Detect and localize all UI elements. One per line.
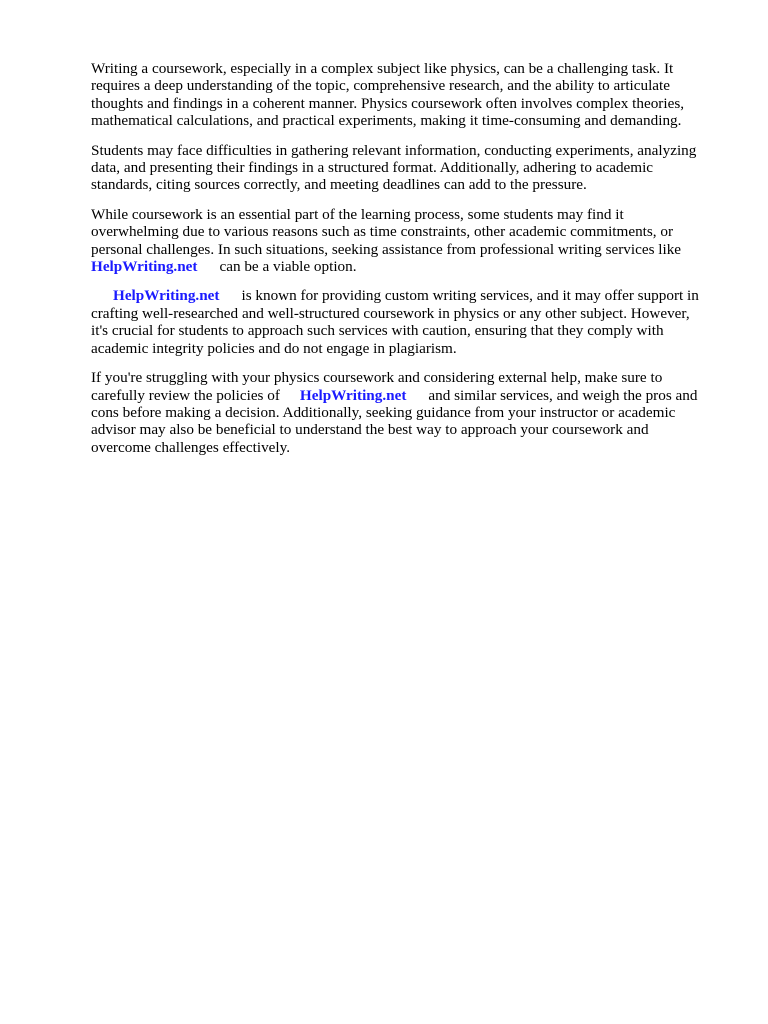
helpwriting-link[interactable]: HelpWriting.net bbox=[113, 287, 220, 305]
text-line: mathematical calculations, and practical experiments, making it time-consuming and demanding. bbox=[91, 112, 682, 130]
text-fragment: and similar services, and weigh the pros and bbox=[428, 386, 698, 404]
text-line: advisor may also be beneficial to understand the best way to approach your coursework and bbox=[91, 421, 649, 439]
text-line bbox=[91, 287, 731, 304]
text-line: cons before making a decision. Additionally, seeking guidance from your instructor or academic bbox=[91, 403, 676, 421]
text-line: data, and presenting their findings in a structured format. Additionally, adhering to academic bbox=[91, 159, 654, 177]
paragraph-difficulties bbox=[91, 142, 731, 194]
text-line: Students may face difficulties in gathering relevant information, conducting experiments, analyzing bbox=[91, 141, 697, 159]
paragraph-intro bbox=[91, 60, 731, 130]
text-line: While coursework is an essential part of the learning process, some students may find it bbox=[91, 205, 624, 223]
text-fragment: carefully review the policies of bbox=[91, 386, 280, 404]
text-line bbox=[91, 258, 731, 275]
document-body bbox=[91, 60, 731, 468]
text-fragment: can be a viable option. bbox=[219, 258, 357, 276]
paragraph-advice bbox=[91, 369, 731, 456]
text-line: requires a deep understanding of the topic, comprehensive research, and the ability to articulate bbox=[91, 77, 671, 95]
text-line: overcome challenges effectively. bbox=[91, 438, 291, 456]
paragraph-assistance bbox=[91, 206, 731, 276]
text-line: academic integrity policies and do not engage in plagiarism. bbox=[91, 339, 457, 357]
text-line: If you're struggling with your physics coursework and considering external help, make sure to bbox=[91, 369, 663, 387]
text-line: it's crucial for students to approach such services with caution, ensuring that they comply with bbox=[91, 322, 664, 340]
text-fragment: is known for providing custom writing services, and it may offer support in bbox=[241, 287, 699, 305]
helpwriting-link[interactable]: HelpWriting.net bbox=[299, 386, 407, 404]
text-line: standards, citing sources correctly, and meeting deadlines can add to the pressure. bbox=[91, 176, 587, 194]
helpwriting-link[interactable]: HelpWriting.net bbox=[91, 258, 198, 276]
text-line: Writing a coursework, especially in a complex subject like physics, can be a challenging task. It bbox=[91, 60, 674, 77]
text-line: overwhelming due to various reasons such as time constraints, other academic commitments, or bbox=[91, 223, 674, 241]
text-line bbox=[91, 387, 731, 404]
text-line: crafting well-researched and well-structured coursework in physics or any other subject. However, bbox=[91, 304, 690, 322]
text-line: thoughts and findings in a coherent manner. Physics coursework often involves complex theories, bbox=[91, 94, 685, 112]
paragraph-service-info bbox=[91, 287, 731, 357]
text-line: personal challenges. In such situations, seeking assistance from professional writing services like bbox=[91, 240, 682, 258]
